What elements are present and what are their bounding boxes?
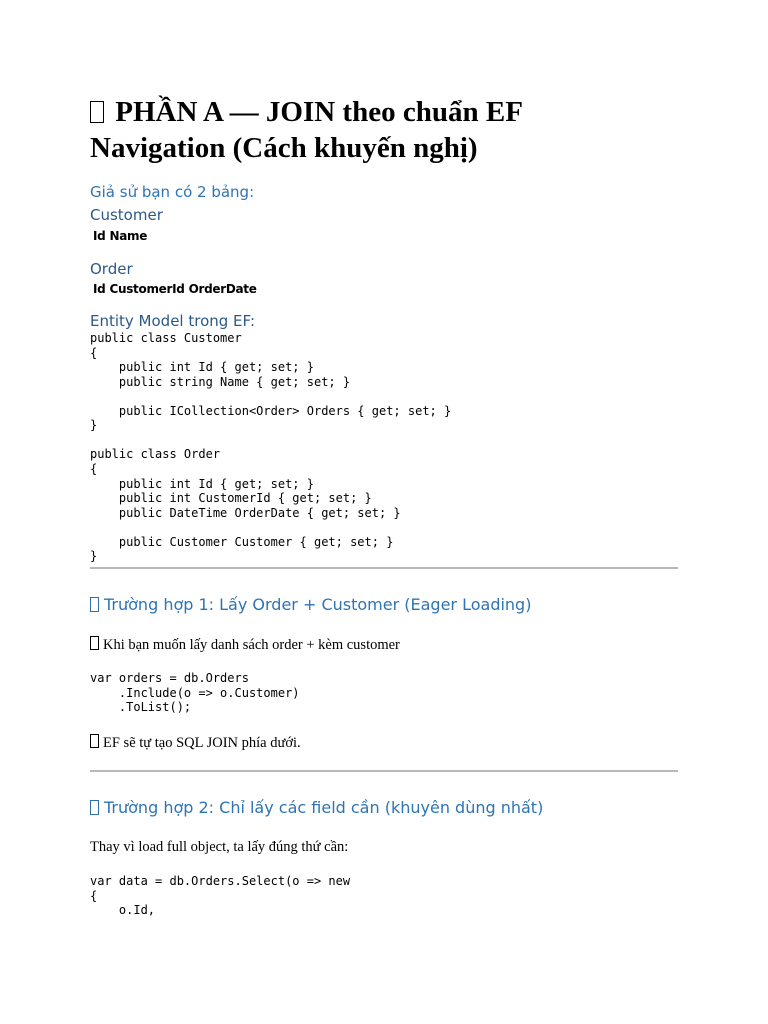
code-line: public DateTime OrderDate { get; set; }: [90, 505, 401, 520]
code-line: }: [90, 418, 98, 433]
code-line: }: [90, 549, 98, 564]
table-customer-name: Customer: [90, 206, 163, 224]
code-line: o.Id,: [90, 903, 156, 918]
code-line: {: [90, 888, 98, 903]
missing-glyph-icon: [90, 734, 99, 748]
case2-code-block: [90, 874, 350, 918]
code-line: public int Id { get; set; }: [90, 476, 314, 491]
code-line: {: [90, 461, 98, 476]
page-title-line1: PHẦN A — JOIN theo chuẩn EF: [115, 96, 523, 128]
case1-note-text: Khi bạn muốn lấy danh sách order + kèm customer: [103, 637, 400, 653]
table-order-name: Order: [90, 260, 133, 278]
code-line: public Customer Customer { get; set; }: [90, 534, 394, 549]
code-line: .ToList();: [90, 700, 192, 715]
case1-note: [90, 636, 400, 654]
column-header: Id: [93, 229, 106, 243]
code-line: [90, 389, 451, 403]
code-line: public string Name { get; set; }: [90, 374, 351, 389]
entity-code-block: [90, 331, 451, 564]
column-header: CustomerId: [109, 282, 185, 296]
section-divider: [90, 770, 678, 772]
intro-heading: Giả sử bạn có 2 bảng:: [90, 183, 255, 201]
code-line: public int CustomerId { get; set; }: [90, 491, 372, 506]
page-title: [90, 94, 678, 166]
missing-glyph-icon: [90, 636, 99, 650]
section-divider: [90, 567, 678, 569]
case1-heading: [90, 595, 531, 614]
code-line: [90, 433, 451, 447]
table-customer-columns: [93, 229, 151, 243]
entity-heading: Entity Model trong EF:: [90, 312, 256, 330]
code-line: public ICollection<Order> Orders { get; set; }: [90, 403, 452, 418]
code-line: public int Id { get; set; }: [90, 360, 314, 375]
code-line: public class Order: [90, 447, 221, 462]
case2-heading: [90, 798, 543, 817]
page-title-line2: Navigation (Cách khuyến nghị): [90, 132, 478, 164]
code-line: .Include(o => o.Customer): [90, 685, 300, 700]
table-order-columns: [93, 282, 261, 296]
case1-heading-text: Trường hợp 1: Lấy Order + Customer (Eager Loading): [104, 595, 532, 614]
case1-code-block: [90, 671, 300, 715]
missing-glyph-icon: [90, 101, 104, 123]
code-line: var data = db.Orders.Select(o => new: [90, 874, 351, 888]
code-line: [90, 520, 451, 534]
case1-after: [90, 734, 301, 752]
code-line: var orders = db.Orders: [90, 671, 249, 685]
code-line: public class Customer: [90, 331, 242, 345]
code-line: {: [90, 345, 98, 360]
column-header: Name: [109, 229, 148, 243]
column-header: OrderDate: [188, 282, 257, 296]
case2-heading-text: Trường hợp 2: Chỉ lấy các field cần (khuyên dùng nhất): [104, 798, 544, 817]
missing-glyph-icon: [90, 597, 99, 612]
case1-after-text: EF sẽ tự tạo SQL JOIN phía dưới.: [103, 735, 301, 751]
case2-note: Thay vì load full object, ta lấy đúng thứ cần:: [90, 839, 349, 855]
column-header: Id: [93, 282, 106, 296]
missing-glyph-icon: [90, 800, 99, 815]
